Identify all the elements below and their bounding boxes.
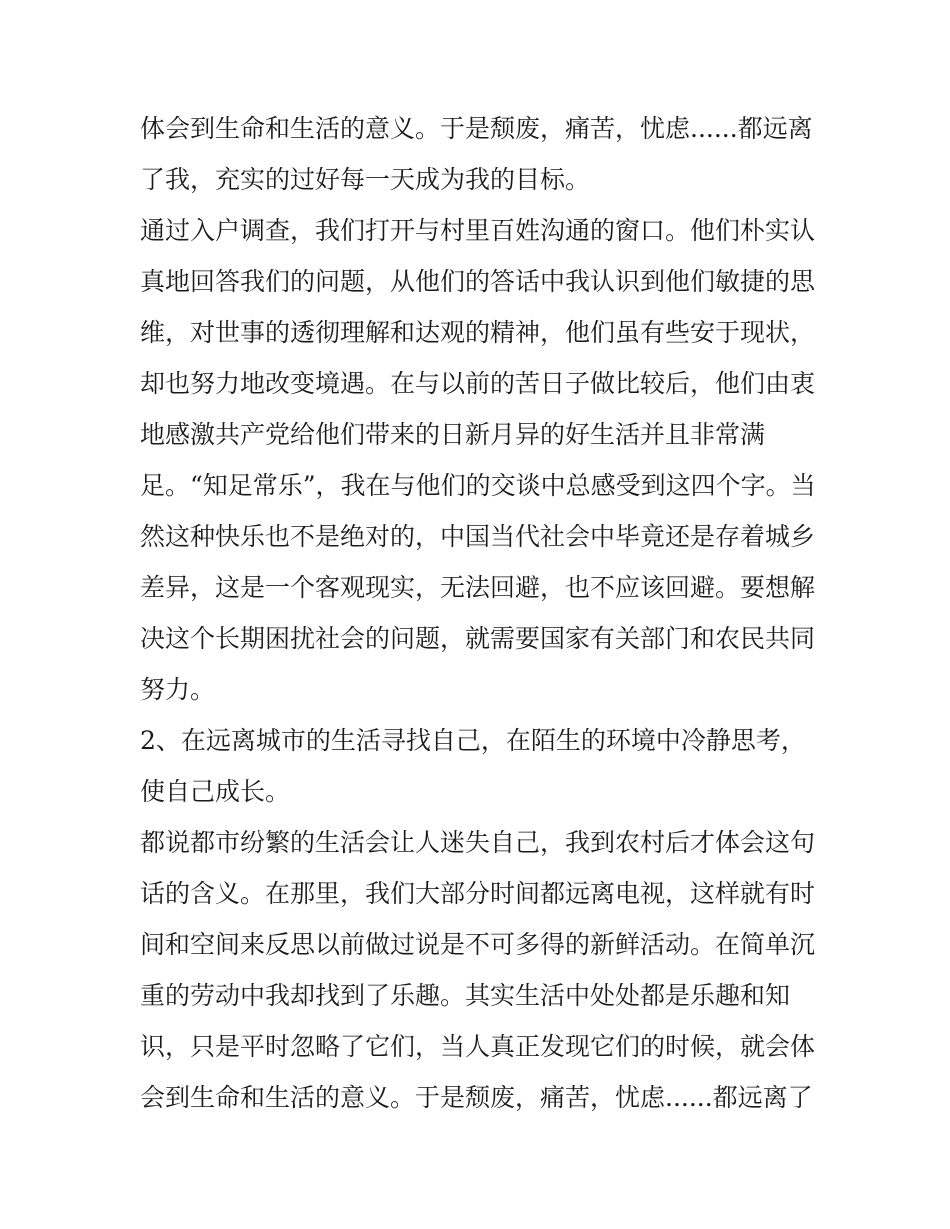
text-line: 重的劳动中我却找到了乐趣。其实生活中处处都是乐趣和知 bbox=[140, 981, 791, 1010]
text-line: 却也努力地改变境遇。在与以前的苦日子做比较后，他们由衷 bbox=[140, 369, 816, 398]
text-line: 然这种快乐也不是绝对的，中国当代社会中毕竟还是存着城乡 bbox=[140, 522, 816, 551]
text-line: 会到生命和生活的意义。于是颓废，痛苦，忧虑......都远离了 bbox=[140, 1083, 813, 1112]
text-line: 通过入户调查，我们打开与村里百姓沟通的窗口。他们朴实认 bbox=[140, 216, 816, 245]
text-line: 体会到生命和生活的意义。于是颓废，痛苦，忧虑......都远离 bbox=[140, 114, 813, 143]
document-body bbox=[140, 103, 820, 1123]
text-line: 维，对世事的透彻理解和达观的精神，他们虽有些安于现状， bbox=[140, 318, 816, 347]
text-line: 了我，充实的过好每一天成为我的目标。 bbox=[140, 165, 591, 194]
text-line: 间和空间来反思以前做过说是不可多得的新鲜活动。在简单沉 bbox=[140, 930, 816, 959]
text-line: 努力。 bbox=[140, 675, 216, 704]
text-line: 决这个长期困扰社会的问题，就需要国家有关部门和农民共同 bbox=[140, 624, 816, 653]
text-line: 足。“知足常乐”，我在与他们的交谈中总感受到这四个字。当 bbox=[140, 471, 816, 500]
text-line: 都说都市纷繁的生活会让人迷失自己，我到农村后才体会这句 bbox=[140, 828, 816, 857]
text-line: 差异，这是一个客观现实，无法回避，也不应该回避。要想解 bbox=[140, 573, 816, 602]
text-line: 识，只是平时忽略了它们，当人真正发现它们的时候，就会体 bbox=[140, 1032, 816, 1061]
text-line: 话的含义。在那里，我们大部分时间都远离电视，这样就有时 bbox=[140, 879, 816, 908]
section-heading-line: 2、在远离城市的生活寻找自己，在陌生的环境中冷静思考， bbox=[140, 726, 806, 755]
section-heading-line: 使自己成长。 bbox=[140, 777, 291, 806]
text-line: 真地回答我们的问题，从他们的答话中我认识到他们敏捷的思 bbox=[140, 267, 816, 296]
text-line: 地感激共产党给他们带来的日新月异的好生活并且非常满 bbox=[140, 420, 766, 449]
